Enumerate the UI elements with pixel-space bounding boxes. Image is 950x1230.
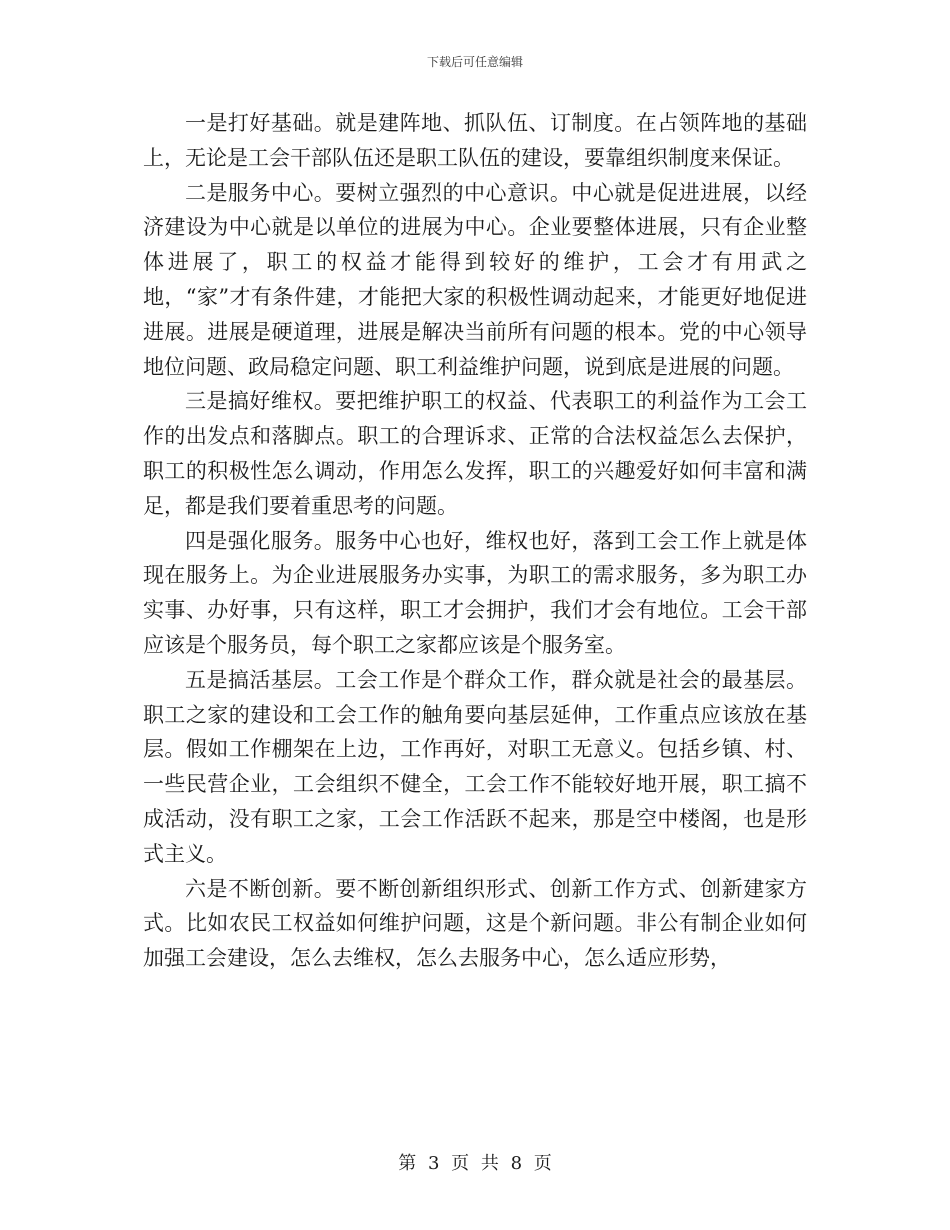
paragraph-6: 六是不断创新。要不断创新组织形式、创新工作方式、创新建家方式。比如农民工权益如何维护问题，这是个新问题。非公有制企业如何加强工会建设，怎么去维权，怎么去服务中心，怎么适应形势， (143, 876, 807, 971)
document-body (143, 106, 807, 976)
paragraph-1: 一是打好基础。就是建阵地、抓队伍、订制度。在占领阵地的基础上，无论是工会干部队伍还是职工队伍的建设，要靠组织制度来保证。 (143, 111, 807, 170)
paragraph-3: 三是搞好维权。要把维护职工的权益、代表职工的利益作为工会工作的出发点和落脚点。职工的合理诉求、正常的合法权益怎么去保护，职工的积极性怎么调动，作用怎么发挥，职工的兴趣爱好如何丰富和满足，都是我们要着重思考的问题。 (143, 389, 807, 518)
paragraph-2: 二是服务中心。要树立强烈的中心意识。中心就是促进进展，以经济建设为中心就是以单位的进展为中心。企业要整体进展，只有企业整体进展了，职工的权益才能得到较好的维护，工会才有用武之地，“家”才有条件建，才能把大家的积极性调动起来，才能更好地促进进展。进展是硬道理，进展是解决当前所有问题的根本。党的中心领导地位问题、政局稳定问题、职工利益维护问题，说到底是进展的问题。 (143, 180, 807, 379)
page-header: 下载后可任意编辑 (426, 55, 523, 69)
paragraph-5: 五是搞活基层。工会工作是个群众工作，群众就是社会的最基层。职工之家的建设和工会工作的触角要向基层延伸，工作重点应该放在基层。假如工作棚架在上边，工作再好，对职工无意义。包括乡镇、村、一些民营企业，工会组织不健全，工会工作不能较好地开展，职工搞不成活动，没有职工之家，工会工作活跃不起来，那是空中楼阁，也是形式主义。 (143, 667, 807, 866)
paragraph-4: 四是强化服务。服务中心也好，维权也好，落到工会工作上就是体现在服务上。为企业进展服务办实事，为职工的需求服务，多为职工办实事、办好事，只有这样，职工才会拥护，我们才会有地位。工会干部应该是个服务员，每个职工之家都应该是个服务室。 (143, 528, 807, 657)
page-number-footer: 第 3 页 共 8 页 (398, 1153, 552, 1174)
